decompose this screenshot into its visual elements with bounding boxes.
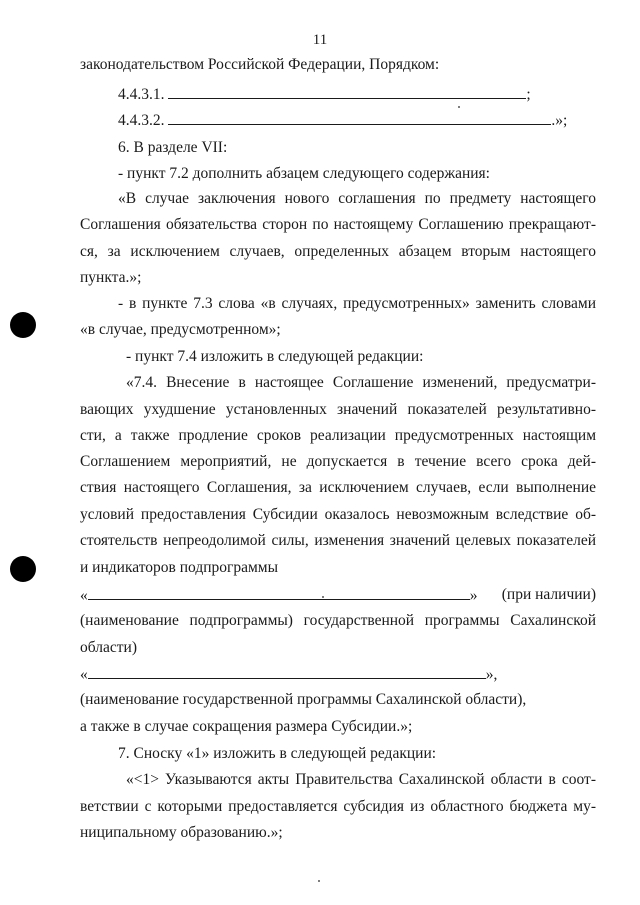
section-heading: 6. В разделе VII: xyxy=(118,139,228,156)
text-line: (наименование государственной программы Сахалинской области), xyxy=(80,691,527,708)
clause-4-4-3-1 xyxy=(118,84,598,105)
program-blank-line xyxy=(80,664,596,685)
text-line: ниципальному образованию.»; xyxy=(80,824,283,841)
text-line: условий предоставления Субсидии оказалось невозможным вследствие об- xyxy=(80,506,596,523)
text-line: ся, за исключением случаев, определенных абзацем вторым настоящего xyxy=(80,243,596,260)
text-line: 7. Сноску «1» изложить в следующей редакции: xyxy=(118,745,437,762)
text-line: законодательством Российской Федерации, Порядком: xyxy=(80,56,440,73)
subprogram-blank-line xyxy=(80,585,596,606)
text-line: вающих ухудшение установленных значений показателей результативно- xyxy=(80,401,596,418)
fill-in-blank xyxy=(88,664,486,679)
clause-4-4-3-2 xyxy=(118,110,598,131)
page-number: 11 xyxy=(312,32,328,48)
text-line: стоятельств непреодолимой силы, изменения значений целевых показателей xyxy=(80,532,596,549)
text-line: (наименование подпрограммы) государственной программы Сахалинской xyxy=(80,612,596,629)
quote-close: », xyxy=(485,666,498,683)
if-available-note: (при наличии) xyxy=(501,586,596,603)
clause-end: ; xyxy=(526,86,531,103)
punch-hole-bottom xyxy=(10,556,36,582)
fill-in-blank xyxy=(168,110,551,125)
text-line: и индикаторов подпрограммы xyxy=(80,559,279,576)
text-line: пункта.»; xyxy=(80,269,142,286)
clause-number: 4.4.3.1. xyxy=(118,86,165,103)
quote-open: « xyxy=(80,587,88,604)
text-line: Соглашением мероприятий, не допускается в течение всего срока дей- xyxy=(80,453,596,470)
text-line: - пункт 7.2 дополнить абзацем следующего содержания: xyxy=(118,165,490,182)
text-line: ствия настоящего Соглашения, за исключением случаев, если выполнение xyxy=(80,479,596,496)
fill-in-blank xyxy=(168,84,526,99)
text-line: «7.4. Внесение в настоящее Соглашение изменений, предусматри- xyxy=(126,374,596,391)
text-line: «В случае заключения нового соглашения по предмету настоящего xyxy=(118,190,596,207)
punch-hole-top xyxy=(10,312,36,338)
text-line: сти, а также продление сроков реализации предусмотренных настоящим xyxy=(80,427,596,444)
text-line: «в случае, предусмотренном»; xyxy=(80,321,281,338)
scan-speck xyxy=(458,106,460,108)
fill-in-blank xyxy=(88,585,470,600)
quote-open: « xyxy=(80,666,88,683)
text-line: Соглашения обязательства сторон по настоящему Соглашению прекращают- xyxy=(80,216,596,233)
text-line: а также в случае сокращения размера Субсидии.»; xyxy=(80,718,413,735)
text-line: «<1> Указываются акты Правительства Сахалинской области в соот- xyxy=(126,771,596,788)
text-line: - в пункте 7.3 слова «в случаях, предусмотренных» заменить словами xyxy=(118,295,596,312)
text-line: ветствии с которыми предоставляется субсидия из областного бюджета му- xyxy=(80,798,596,815)
scan-speck xyxy=(318,880,320,882)
quote-close: » xyxy=(469,587,478,604)
text-line: - пункт 7.4 изложить в следующей редакции: xyxy=(126,348,424,365)
text-line: области) xyxy=(80,639,137,656)
clause-number: 4.4.3.2. xyxy=(118,112,165,129)
clause-end: .»; xyxy=(551,112,568,129)
